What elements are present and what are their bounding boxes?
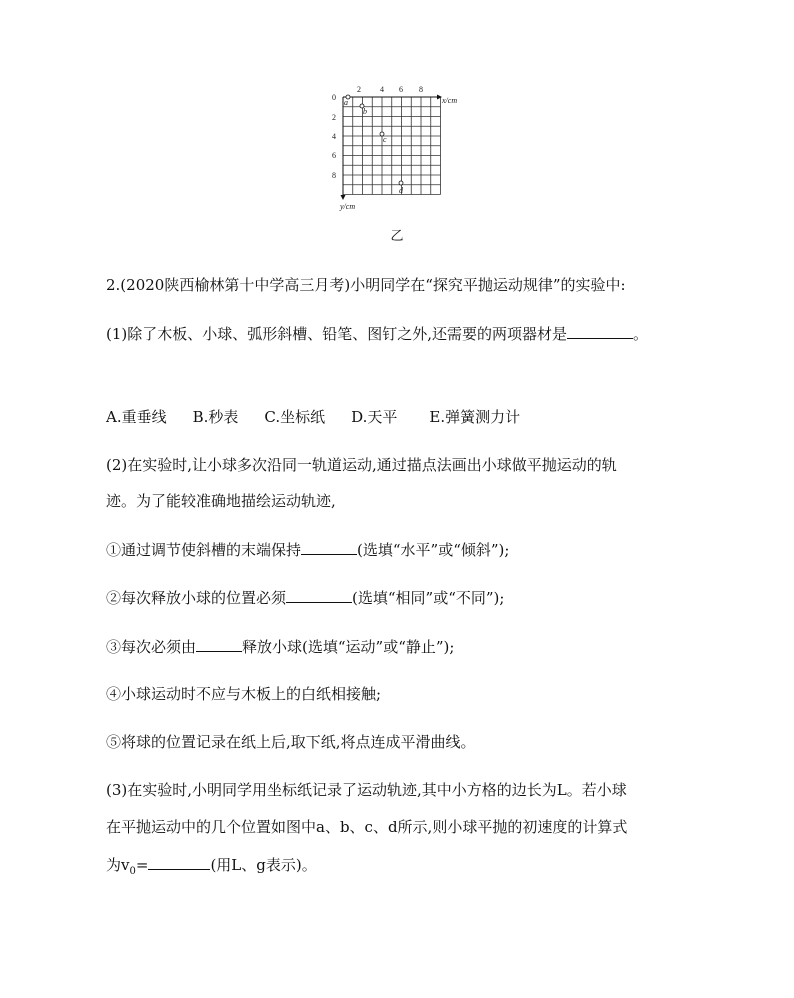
option-a: A.重垂线 bbox=[106, 408, 167, 426]
origin-label: 0 bbox=[332, 93, 336, 102]
step-3-hint: 释放小球(选填“运动”或“静止”); bbox=[242, 638, 455, 656]
step-3-text: ③每次必须由 bbox=[106, 638, 197, 656]
q1-suffix: 。 bbox=[633, 325, 649, 343]
question-part-3-line-2: 在平抛运动中的几个位置如图中a、b、c、d所示,则小球平抛的初速度的计算式 bbox=[106, 818, 628, 836]
question-part-2-line-1: (2)在实验时,让小球多次沿同一轨道运动,通过描点法画出小球做平抛运动的轨 bbox=[106, 456, 617, 474]
grid-lines bbox=[343, 97, 441, 195]
question-part-2-line-2: 迹。为了能较准确地描绘运动轨迹, bbox=[106, 492, 336, 510]
q1-text: (1)除了木板、小球、弧形斜槽、铅笔、图钉之外,还需要的两项器材是 bbox=[106, 325, 568, 343]
step-1 bbox=[106, 540, 509, 559]
point-a-label: a bbox=[344, 98, 348, 107]
question-part-3-line-3 bbox=[106, 855, 317, 881]
option-c: C.坐标纸 bbox=[264, 408, 326, 426]
figure-caption: 乙 bbox=[390, 229, 404, 244]
q3-hint: (用L、g表示)。 bbox=[210, 856, 317, 874]
step-2 bbox=[106, 588, 504, 607]
coordinate-grid bbox=[325, 82, 475, 212]
q3-formula-prefix: 为v bbox=[106, 856, 130, 874]
question-part-3-line-1: (3)在实验时,小明同学用坐标纸记录了运动轨迹,其中小方格的边长为L。若小球 bbox=[106, 781, 627, 799]
y-tick-label: 8 bbox=[332, 171, 336, 180]
y-axis-label: y/cm bbox=[340, 202, 356, 211]
point-b-label: b bbox=[363, 107, 367, 116]
x-tick-label: 8 bbox=[419, 85, 423, 94]
question-part-1 bbox=[106, 324, 648, 343]
step-1-answer-blank[interactable] bbox=[301, 540, 357, 555]
option-e: E.弹簧测力计 bbox=[429, 408, 521, 426]
step-5: ⑤将球的位置记录在纸上后,取下纸,将点连成平滑曲线。 bbox=[106, 733, 476, 751]
step-3 bbox=[106, 637, 454, 656]
question-header: 2.(2020陕西榆林第十中学高三月考)小明同学在“探究平抛运动规律”的实验中: bbox=[106, 276, 626, 294]
x-tick-label: 4 bbox=[380, 85, 384, 94]
y-tick-label: 2 bbox=[332, 113, 336, 122]
y-tick-label: 4 bbox=[332, 132, 336, 141]
step-3-answer-blank[interactable] bbox=[196, 637, 242, 652]
step-1-text: ①通过调节使斜槽的末端保持 bbox=[106, 541, 302, 559]
option-b: B.秒表 bbox=[192, 408, 239, 426]
y-tick-label: 6 bbox=[332, 151, 336, 160]
step-2-text: ②每次释放小球的位置必须 bbox=[106, 589, 287, 607]
grid-figure bbox=[325, 82, 475, 212]
step-2-answer-blank[interactable] bbox=[286, 588, 352, 603]
q3-formula-equals: = bbox=[135, 856, 149, 874]
option-d: D.天平 bbox=[351, 408, 398, 426]
q1-answer-blank[interactable] bbox=[567, 324, 633, 339]
point-c-label: c bbox=[383, 135, 387, 144]
x-tick-label: 6 bbox=[399, 85, 403, 94]
options-row bbox=[106, 408, 520, 426]
y-axis-arrow bbox=[341, 195, 346, 200]
q3-answer-blank[interactable] bbox=[148, 855, 210, 870]
point-d-label: d bbox=[399, 186, 403, 195]
step-4: ④小球运动时不应与木板上的白纸相接触; bbox=[106, 685, 382, 703]
step-2-hint: (选填“相同”或“不同”); bbox=[352, 589, 505, 607]
q3-formula-subscript: 0 bbox=[129, 866, 136, 877]
x-axis-label: x/cm bbox=[442, 96, 458, 105]
step-1-hint: (选填“水平”或“倾斜”); bbox=[357, 541, 510, 559]
x-tick-label: 2 bbox=[357, 85, 361, 94]
point-d-marker bbox=[399, 181, 403, 185]
